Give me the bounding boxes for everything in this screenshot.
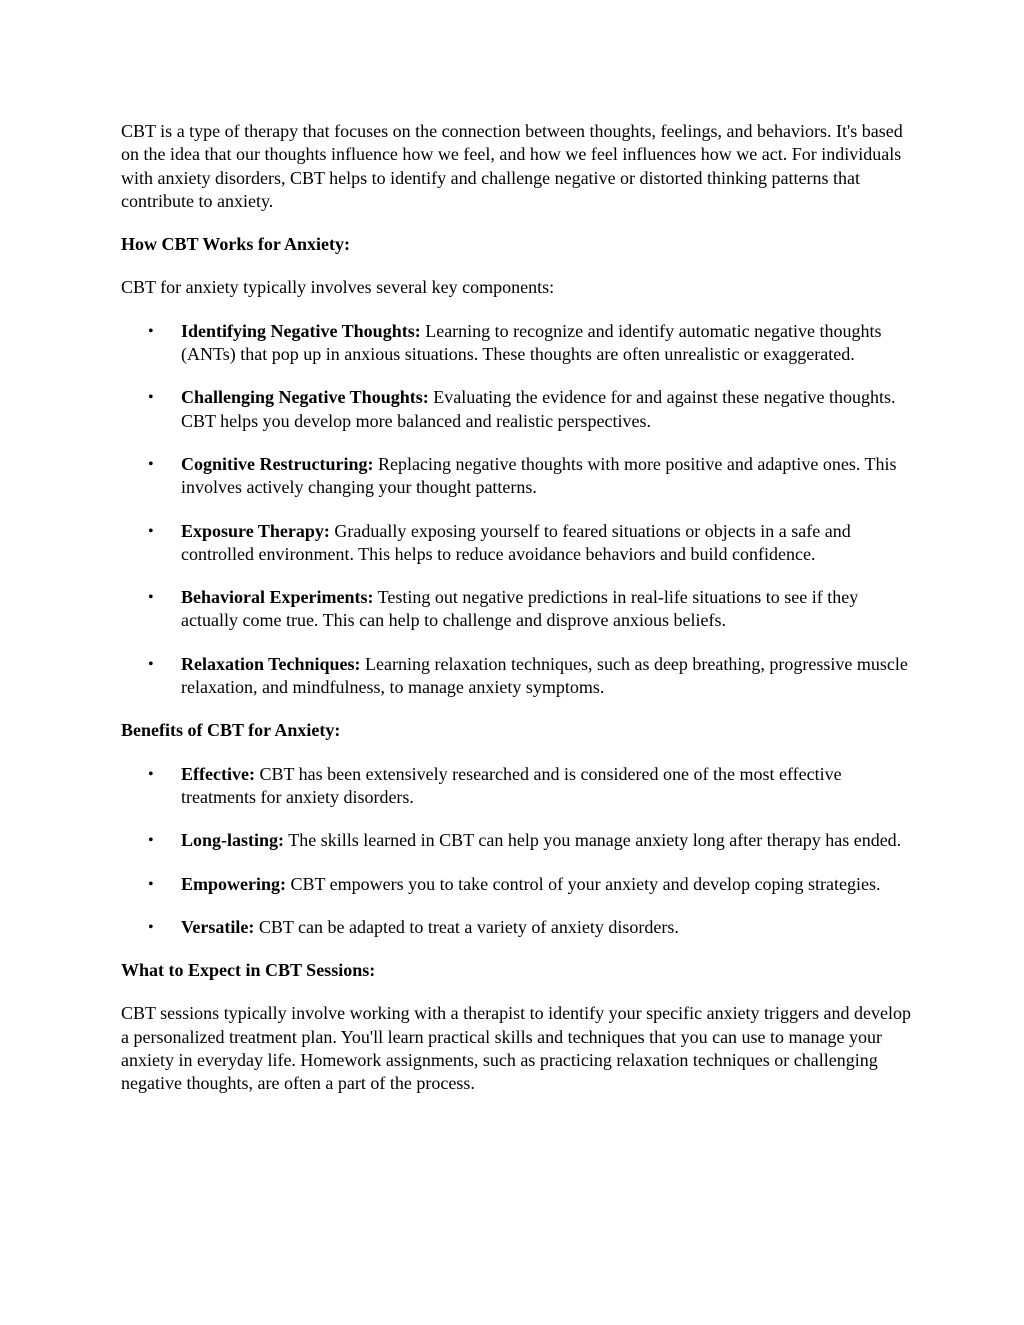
closing-paragraph: CBT sessions typically involve working with a therapist to identify your specific anxiety triggers and develop a personalized treatment plan. You'll learn practical skills and techniques that you can use to manage your anxiety in everyday life. Homework assignments, such as practicing relaxation techniques or challenging negative thoughts, are often a part of the process. xyxy=(121,1003,912,1094)
list-item-term: Behavioral Experiments: xyxy=(181,587,374,608)
list-item-term: Exposure Therapy: xyxy=(181,520,330,541)
list-item-term: Effective: xyxy=(181,763,255,784)
list-item xyxy=(121,916,911,939)
bullet-icon: • xyxy=(148,832,154,850)
list-item-text: Learning relaxation techniques, such as deep breathing, progressive muscle relaxation, and mindfulness, to manage anxiety symptoms. xyxy=(181,653,908,698)
list-item-term: Challenging Negative Thoughts: xyxy=(181,387,429,408)
section-heading-how-cbt-works: How CBT Works for Anxiety: xyxy=(121,234,351,255)
intro-paragraph: CBT is a type of therapy that focuses on the connection between thoughts, feelings, and behaviors. It's based on the idea that our thoughts influence how we feel, and how we feel influences how we act. For individuals with anxiety disorders, CBT helps to identify and challenge negative or distorted thinking patterns that contribute to anxiety. xyxy=(121,121,903,211)
list-item xyxy=(121,586,911,633)
bullet-icon: • xyxy=(148,655,154,673)
list-item xyxy=(121,653,911,700)
bullet-icon: • xyxy=(148,875,154,893)
list-item-text: The skills learned in CBT can help you manage anxiety long after therapy has ended. xyxy=(284,830,902,851)
components-list xyxy=(121,320,911,700)
bullet-icon: • xyxy=(148,322,154,340)
list-item-text: Replacing negative thoughts with more positive and adaptive ones. This involves actively changing your thought patterns. xyxy=(181,453,897,498)
list-item-text: CBT has been extensively researched and is considered one of the most effective treatments for anxiety disorders. xyxy=(181,763,842,807)
list-item xyxy=(121,453,911,500)
list-item xyxy=(121,763,911,810)
list-item-term: Relaxation Techniques: xyxy=(181,653,361,674)
bullet-icon: • xyxy=(148,918,154,936)
benefits-list xyxy=(121,763,911,939)
list-item xyxy=(121,829,911,852)
list-item-text: Learning to recognize and identify automatic negative thoughts (ANTs) that pop up in anxious situations. These thoughts are often unrealistic or exaggerated. xyxy=(181,320,882,365)
list-item-text: CBT can be adapted to treat a variety of anxiety disorders. xyxy=(254,916,679,937)
document-page xyxy=(121,120,911,1116)
bullet-icon: • xyxy=(148,765,154,783)
list-item-term: Versatile: xyxy=(181,916,255,937)
list-item-term: Identifying Negative Thoughts: xyxy=(181,320,421,341)
list-item-term: Empowering: xyxy=(181,873,286,894)
bullet-icon: • xyxy=(148,389,154,407)
section-heading-benefits: Benefits of CBT for Anxiety: xyxy=(121,720,341,741)
bullet-icon: • xyxy=(148,589,154,607)
list-item xyxy=(121,320,911,367)
section-heading-what-to-expect: What to Expect in CBT Sessions: xyxy=(121,960,376,981)
list-item-term: Cognitive Restructuring: xyxy=(181,453,374,474)
section-lead-paragraph: CBT for anxiety typically involves several key components: xyxy=(121,277,555,298)
bullet-icon: • xyxy=(148,522,154,540)
list-item xyxy=(121,386,911,433)
list-item-text: Gradually exposing yourself to feared situations or objects in a safe and controlled environment. This helps to reduce avoidance behaviors and build confidence. xyxy=(181,520,851,564)
list-item-term: Long-lasting: xyxy=(181,830,285,851)
list-item-text: Testing out negative predictions in real-life situations to see if they actually come true. This can help to challenge and disprove anxious beliefs. xyxy=(181,587,859,631)
list-item-text: Evaluating the evidence for and against these negative thoughts. CBT helps you develop more balanced and realistic perspectives. xyxy=(181,387,896,431)
list-item xyxy=(121,520,911,567)
bullet-icon: • xyxy=(148,455,154,473)
list-item-text: CBT empowers you to take control of your anxiety and develop coping strategies. xyxy=(286,873,881,894)
list-item xyxy=(121,873,911,896)
